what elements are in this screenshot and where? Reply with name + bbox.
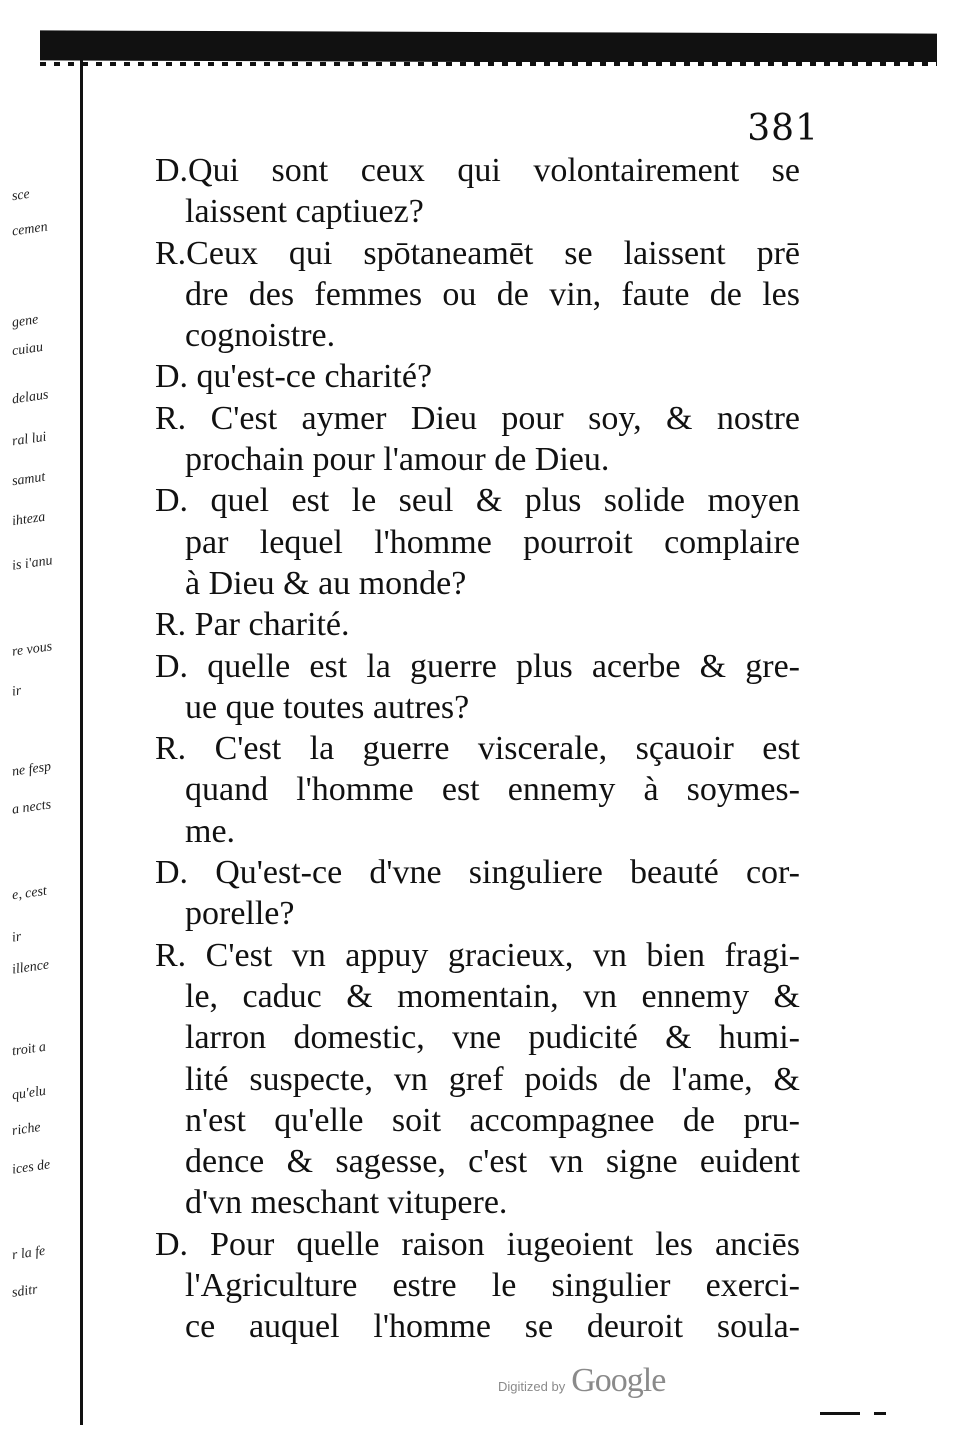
text-line: à Dieu & au monde? xyxy=(185,564,467,602)
margin-fragment: re vous xyxy=(11,639,54,660)
gutter-line xyxy=(80,55,83,1425)
text-line: l'Agriculture estre le singulier exerci- xyxy=(185,1267,800,1305)
margin-fragment: troit a xyxy=(11,1039,47,1060)
text-line: laissent captiuez? xyxy=(185,193,424,231)
text-line: prochain pour l'amour de Dieu. xyxy=(185,441,610,479)
text-line: D. quelle est la guerre plus acerbe & gre- xyxy=(155,647,800,685)
text-line: par lequel l'homme pourroit complaire xyxy=(185,523,800,561)
margin-fragment: ihteza xyxy=(11,509,47,530)
text-line: D.Qui sont ceux qui volontairement se xyxy=(155,152,800,189)
margin-fragment: cemen xyxy=(11,219,49,240)
watermark-prefix: Digitized by xyxy=(498,1379,566,1394)
margin-fragment: delaus xyxy=(11,387,50,408)
margin-fragment: ral lui xyxy=(11,429,48,450)
margin-fragment: illence xyxy=(11,957,51,978)
text-line: R.Ceux qui spōtaneamēt se laissent prē xyxy=(155,234,800,272)
margin-fragment: ir xyxy=(10,929,23,946)
margin-fragment: qu'elu xyxy=(11,1083,47,1104)
margin-fragment: sce xyxy=(10,186,31,205)
google-logo: Google xyxy=(571,1362,666,1399)
page-edge-texture xyxy=(40,62,937,66)
margin-fragment: gene xyxy=(11,312,40,331)
text-line: R. C'est aymer Dieu pour soy, & nostre xyxy=(155,399,800,437)
text-line: me. xyxy=(185,812,236,850)
body-text xyxy=(155,150,800,1348)
text-line: d'vn meschant vitupere. xyxy=(185,1184,508,1222)
text-line: ce auquel l'homme se deuroit soula- xyxy=(185,1308,800,1346)
page-number: 381 xyxy=(747,108,819,149)
margin-fragment: samut xyxy=(11,469,47,490)
text-line: ue que toutes autres? xyxy=(185,688,470,726)
text-line: porelle? xyxy=(185,895,295,933)
margin-fragment: a nects xyxy=(11,797,53,818)
text-line: n'est qu'elle soit accompagnee de pru- xyxy=(185,1101,800,1139)
margin-fragment: is i'anu xyxy=(11,553,54,574)
margin-fragment: e, cest xyxy=(11,883,48,904)
margin-fragment: riche xyxy=(11,1120,42,1139)
text-line: R. Par charité. xyxy=(155,606,350,644)
scan-mark xyxy=(820,1412,860,1415)
text-line: le, caduc & momentain, vn ennemy & xyxy=(185,977,800,1015)
text-line: cognoistre. xyxy=(185,317,336,355)
text-line: D. qu'est-ce charité? xyxy=(155,358,433,396)
text-line: lité suspecte, vn gref poids de l'ame, & xyxy=(185,1060,800,1098)
text-line: D. Pour quelle raison iugeoient les anciēs xyxy=(155,1225,800,1263)
text-line: quand l'homme est ennemy à soymes- xyxy=(185,771,800,809)
margin-fragment: sditr xyxy=(11,1282,39,1301)
text-line: dre des femmes ou de vin, faute de les xyxy=(185,275,800,313)
facing-page-margin xyxy=(0,0,78,1448)
page-edge-shadow xyxy=(40,30,937,63)
text-line: R. C'est la guerre viscerale, sçauoir est xyxy=(155,730,800,768)
margin-fragment: ices de xyxy=(11,1157,52,1178)
text-line: larron domestic, vne pudicité & humi- xyxy=(185,1019,800,1057)
margin-fragment: ne fesp xyxy=(11,759,53,780)
margin-fragment: r la fe xyxy=(11,1243,47,1264)
text-line: dence & sagesse, c'est vn signe euident xyxy=(185,1143,800,1181)
scan-mark xyxy=(874,1412,886,1415)
digitization-watermark xyxy=(498,1362,665,1400)
margin-fragment: cuiau xyxy=(11,339,44,360)
text-line: R. C'est vn appuy gracieux, vn bien fragi- xyxy=(155,936,800,974)
text-line: D. Qu'est-ce d'vne singuliere beauté cor- xyxy=(155,854,800,892)
text-line: D. quel est le seul & plus solide moyen xyxy=(155,482,800,520)
margin-fragment: ir xyxy=(10,683,23,700)
